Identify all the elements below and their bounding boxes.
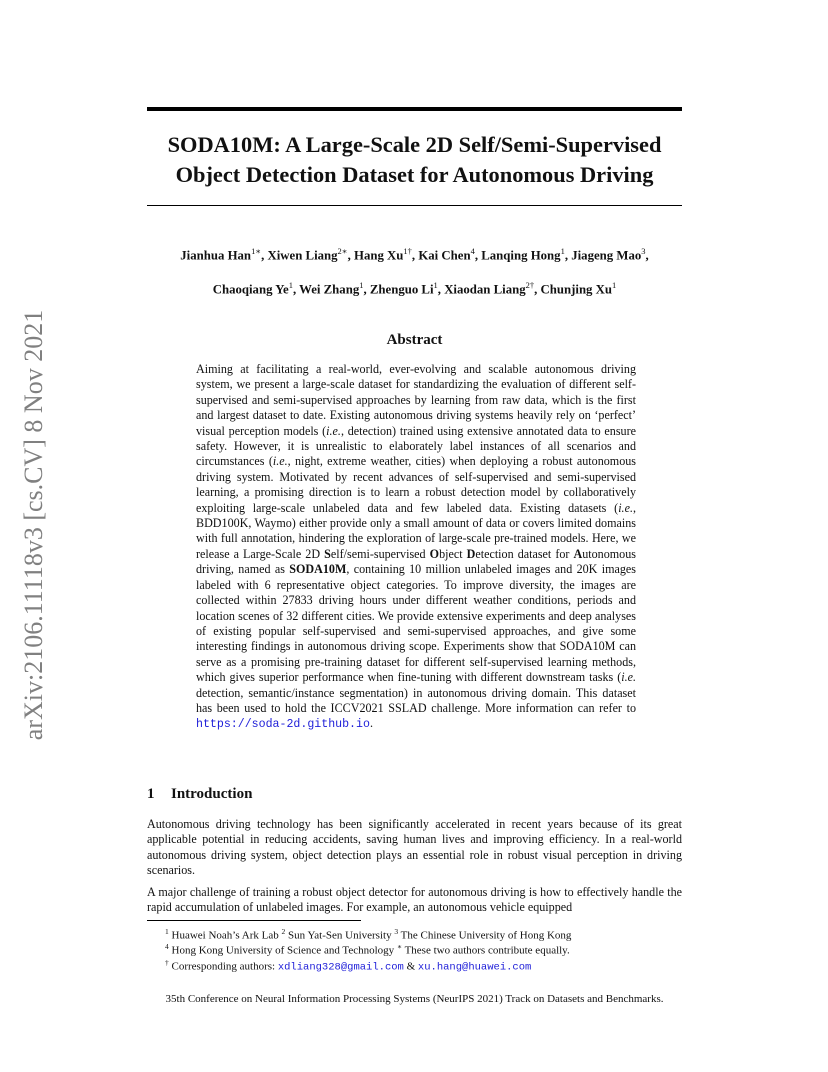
title-line-1: SODA10M: A Large-Scale 2D Self/Semi-Supervised bbox=[167, 132, 662, 157]
paper-title bbox=[140, 130, 689, 190]
author-affiliation-mark: 1 bbox=[288, 280, 293, 290]
abstract-heading: Abstract bbox=[386, 332, 443, 348]
author-affiliation-mark: 1† bbox=[403, 246, 412, 256]
abstract-text: bject bbox=[439, 546, 467, 561]
abstract-body bbox=[196, 362, 636, 733]
footnote-mark: ∗ bbox=[396, 942, 403, 951]
author-line-2 bbox=[140, 277, 689, 297]
footnote-text: Huawei Noah’s Ark Lab bbox=[168, 929, 282, 942]
abstract-text: elf/semi-supervised bbox=[330, 546, 430, 561]
section-number: 1 bbox=[147, 786, 155, 802]
author-name: Wei Zhang bbox=[299, 282, 360, 297]
acronym-letter-s: S bbox=[324, 546, 331, 561]
footnote-mark: † bbox=[165, 958, 169, 967]
venue-footer: 35th Conference on Neural Information Processing Systems (NeurIPS 2021) Track on Datasets and Benchmarks. bbox=[165, 993, 664, 1005]
footnote-rule bbox=[147, 920, 361, 921]
footnote-text: Corresponding authors: bbox=[168, 960, 278, 973]
abstract-text: Aiming at facilitating a real-world, ever-evolving and scalable autonomous driving system, we present a large-scale dataset for standardizing the evaluation of different self-supervised and semi-supervised approaches by learning from raw data, which is the first and largest dataset to date. Existing autonomous driving systems heavily rely on ‘perfect’ visual perception models ( bbox=[196, 362, 636, 438]
author-separator: , bbox=[261, 248, 268, 263]
author-affiliation-mark: 1∗ bbox=[251, 246, 262, 256]
abstract-ie: i.e. bbox=[272, 454, 288, 469]
section-heading-introduction bbox=[147, 784, 252, 804]
intro-paragraph-1: Autonomous driving technology has been significantly accelerated in recent years because of its great applicable potential in reducing accidents, saving human lives and improving efficiency. In a real-world autonomous driving system, object detection plays an essential role in robust visual perception in driving scenarios. bbox=[147, 817, 682, 878]
author-name: Jiageng Mao bbox=[571, 248, 642, 263]
author-name: Xiaodan Liang bbox=[444, 282, 526, 297]
author-affiliation-mark: 3 bbox=[641, 246, 646, 256]
footnote-mark: 4 bbox=[165, 942, 169, 951]
abstract-end: . bbox=[369, 716, 373, 731]
abstract-text: , detection) trained using extensive annotated data to ensure safety. However, it is unrealistic to elaborately label instances of all scenarios and circumstances ( bbox=[196, 423, 636, 469]
footnote-text: These two authors contribute equally. bbox=[402, 944, 570, 957]
abstract-text: , BDD100K, Waymo) either provide only a small amount of data or covers limited domains with full annotation, hindering the exploration of large-scale pre-trained models. Here, we release a Large-Scale 2D bbox=[196, 500, 636, 561]
acronym-letter-d: D bbox=[466, 546, 476, 561]
author-line-1 bbox=[140, 243, 689, 263]
abstract-ie: i.e. bbox=[326, 423, 341, 438]
abstract-text: , containing 10 million unlabeled images and 20K images labeled with 6 representative object categories. To improve diversity, the images are collected within 27833 driving hours under different weather conditions, periods and location scenes of 32 different cities. We provide extensive experiments and deep analyses of existing popular self-supervised and semi-supervised approaches, and give some interesting findings in autonomous driving scope. Experiments show that SODA10M can serve as a promising pre-training dataset for different self-supervised learning methods, which gives superior performance when fine-tuning with different downstream tasks ( bbox=[196, 562, 636, 685]
footnote-mark: 1 bbox=[165, 927, 169, 936]
footnote-corresponding bbox=[165, 956, 531, 975]
author-separator: , bbox=[292, 282, 300, 297]
section-title: Introduction bbox=[171, 786, 253, 802]
author-name: Jianhua Han bbox=[180, 248, 252, 263]
author-affiliation-mark: 2∗ bbox=[337, 246, 348, 256]
abstract-ie: i.e. bbox=[621, 670, 636, 685]
author-separator: , bbox=[363, 282, 370, 297]
footnote-text: Hong Kong University of Science and Technology bbox=[168, 944, 397, 957]
author-affiliation-mark: 1 bbox=[433, 280, 438, 290]
author-separator: , bbox=[474, 248, 482, 263]
acronym-letter-a: A bbox=[573, 546, 583, 561]
project-url-link[interactable]: https://soda-2d.github.io bbox=[196, 718, 370, 732]
author-affiliation-mark: 1 bbox=[612, 280, 617, 290]
author-name: Hang Xu bbox=[353, 248, 404, 263]
author-separator: , bbox=[347, 248, 354, 263]
author-name: Zhenguo Li bbox=[369, 282, 434, 297]
acronym-letter-o: O bbox=[429, 546, 440, 561]
arxiv-identifier: arXiv:2106.11118v3 [cs.CV] 8 Nov 2021 bbox=[19, 309, 48, 741]
author-name: Lanqing Hong bbox=[481, 248, 561, 263]
footnote-mark: 3 bbox=[394, 927, 399, 936]
author-affiliation-mark: 1 bbox=[560, 246, 565, 256]
author-affiliation-mark: 2† bbox=[525, 280, 535, 290]
footnote-affiliations-2 bbox=[165, 940, 570, 958]
email-link[interactable]: xu.hang@huawei.com bbox=[417, 961, 532, 974]
author-name: Kai Chen bbox=[418, 248, 471, 263]
author-name: Xiwen Liang bbox=[267, 248, 338, 263]
title-line-2: Object Detection Dataset for Autonomous Driving bbox=[175, 162, 654, 187]
abstract-text: , night, extreme weather, cities) when deploying a robust autonomous driving system. Motivated by recent advances of self-supervised and semi-supervised learning, a promising direction is to learn a robust detection model by collaboratively exploiting large-scale unlabeled data and few labeled data. Existing datasets ( bbox=[196, 454, 636, 515]
author-separator: , bbox=[645, 248, 649, 263]
abstract-ie: i.e. bbox=[618, 500, 633, 515]
author-separator: , bbox=[411, 248, 419, 263]
author-separator: , bbox=[534, 282, 541, 297]
intro-paragraph-2: A major challenge of training a robust object detector for autonomous driving is how to effectively handle the rapid accumulation of unlabeled images. For example, an autonomous vehicle equipped bbox=[147, 885, 682, 915]
author-affiliation-mark: 1 bbox=[359, 280, 364, 290]
footnote-text: & bbox=[403, 960, 418, 973]
footnote-text: Sun Yat-Sen University bbox=[285, 929, 395, 942]
abstract-text: detection, semantic/instance segmentation) in autonomous driving domain. This dataset has been used to hold the ICCV2021 SSLAD challenge. More information can refer to bbox=[196, 685, 636, 715]
email-link[interactable]: xdliang328@gmail.com bbox=[277, 961, 404, 974]
author-name: Chunjing Xu bbox=[540, 282, 613, 297]
author-separator: , bbox=[437, 282, 445, 297]
footnote-mark: 2 bbox=[281, 927, 286, 936]
title-top-rule bbox=[147, 107, 682, 111]
author-affiliation-mark: 4 bbox=[470, 246, 475, 256]
abstract-text: etection dataset for bbox=[475, 546, 574, 561]
dataset-name: SODA10M bbox=[289, 562, 347, 577]
author-separator: , bbox=[564, 248, 572, 263]
footnote-text: The Chinese University of Hong Kong bbox=[398, 929, 572, 942]
title-bottom-rule bbox=[147, 205, 682, 206]
abstract-text: utonomous driving, named as bbox=[196, 546, 636, 577]
author-name: Chaoqiang Ye bbox=[212, 282, 289, 297]
